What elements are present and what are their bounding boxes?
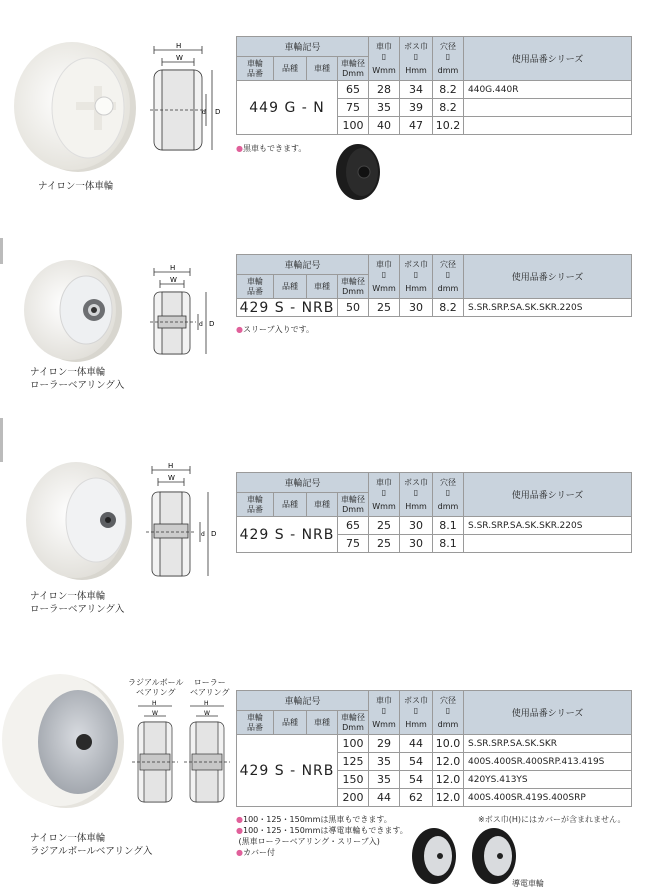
svg-text:d: d [202,109,206,116]
spec-table-449: 車輪記号 車巾 ▯ Wmm ボス巾 ▯ Hmm 穴径 ▯ dmm 使用品番シリーズ 車輪 品番 品種 車種 車輪径 Dmm 449 G - N 65 28 34 8.2 440G.440R 75 35 39 8.2 100 40 47 10.2 [236,36,632,135]
note: ●スリーブ入りです。 [236,325,314,334]
svg-text:W: W [176,54,183,62]
svg-text:W: W [204,710,210,717]
conductive-wheel-photo [470,826,518,886]
svg-text:W: W [152,710,158,717]
boss-width-note: ※ボス巾(H)にはカバーが含まれません。 [478,815,626,824]
notes-list: ●100・125・150mmは黒車もできます。 ●100・125・150mmは導電車輪もできます。 (黒車ローラーベアリング・スリーブ入) ●カバー付 [236,815,408,857]
conductive-wheel-label: 導電車輪 [512,879,544,888]
black-wheel-photo [334,142,386,202]
svg-text:D: D [211,530,217,538]
product-caption: ナイロン一体車輪 [38,181,114,192]
nylon-wheel-bearing-photo [22,462,134,584]
product-caption: ナイロン一体車輪 ローラーベアリング入 [30,591,125,615]
svg-text:d: d [199,321,203,328]
model-code: 429 S - NRB [237,299,338,317]
nylon-wheel-radial-bearing-photo [2,672,126,812]
svg-text:d: d [201,531,205,538]
dimension-drawing [146,264,220,356]
dimension-drawing [142,462,222,578]
svg-text:H: H [170,264,176,272]
nylon-wheel-bearing-photo [20,258,126,368]
model-code: 429 S - NRB [237,735,338,807]
conductive-wheel-photo [410,826,458,886]
nylon-wheel-photo [6,36,138,176]
svg-text:H: H [152,700,157,707]
dimension-drawing-radial [130,700,184,804]
svg-text:H: H [204,700,209,707]
svg-text:H: H [176,42,182,50]
svg-text:W: W [170,276,177,284]
svg-text:H: H [168,462,174,470]
bearing-label-radial: ラジアルボール ベアリング [128,678,184,697]
svg-text:D: D [215,108,221,116]
spec-table-429-50: 車輪記号 車巾 ▯ Wmm ボス巾 ▯ Hmm 穴径 ▯ dmm 使用品番シリーズ 車輪 品番 品種 車種 車輪径 Dmm 429 S - NRB 50 25 30 8.2 S.SR.SRP.SA.SK.SKR.220S [236,254,632,317]
product-caption: ナイロン一体車輪 ラジアルボールベアリング入 [30,833,153,857]
bearing-label-roller: ローラー ベアリング [190,678,230,697]
model-code: 429 S - NRB [237,517,338,553]
product-caption: ナイロン一体車輪 ローラーベアリング入 [30,367,125,391]
dimension-drawing [140,40,228,158]
header-wheel-code: 車輪記号 [237,37,369,57]
svg-text:W: W [168,474,175,482]
note: ●黒車もできます。 [236,144,307,153]
page-edge-mark [0,238,3,264]
spec-table-429-100-200: 車輪記号 車巾 ▯ Wmm ボス巾 ▯ Hmm 穴径 ▯ dmm 使用品番シリーズ 車輪 品番 品種 車種 車輪径 Dmm 429 S - NRB 100 29 44 10.0 S.SR.SRP.SA.SK.SKR 125 35 54 12.0 400S.400SR.400SRP.413.419S 150 35 54 12.0 420YS.413YS 200 44 62 12.0 400S.400SR.419S.400SRP [236,690,632,807]
svg-text:D: D [209,320,215,328]
model-code: 449 G - N [237,81,338,135]
page-edge-mark [0,418,3,462]
dimension-drawing-roller [184,700,236,804]
spec-table-429-65-75: 車輪記号 車巾 ▯ Wmm ボス巾 ▯ Hmm 穴径 ▯ dmm 使用品番シリーズ 車輪 品番 品種 車種 車輪径 Dmm 429 S - NRB 65 25 30 8.1 S.SR.SRP.SA.SK.SKR.220S 75 25 30 8.1 [236,472,632,553]
